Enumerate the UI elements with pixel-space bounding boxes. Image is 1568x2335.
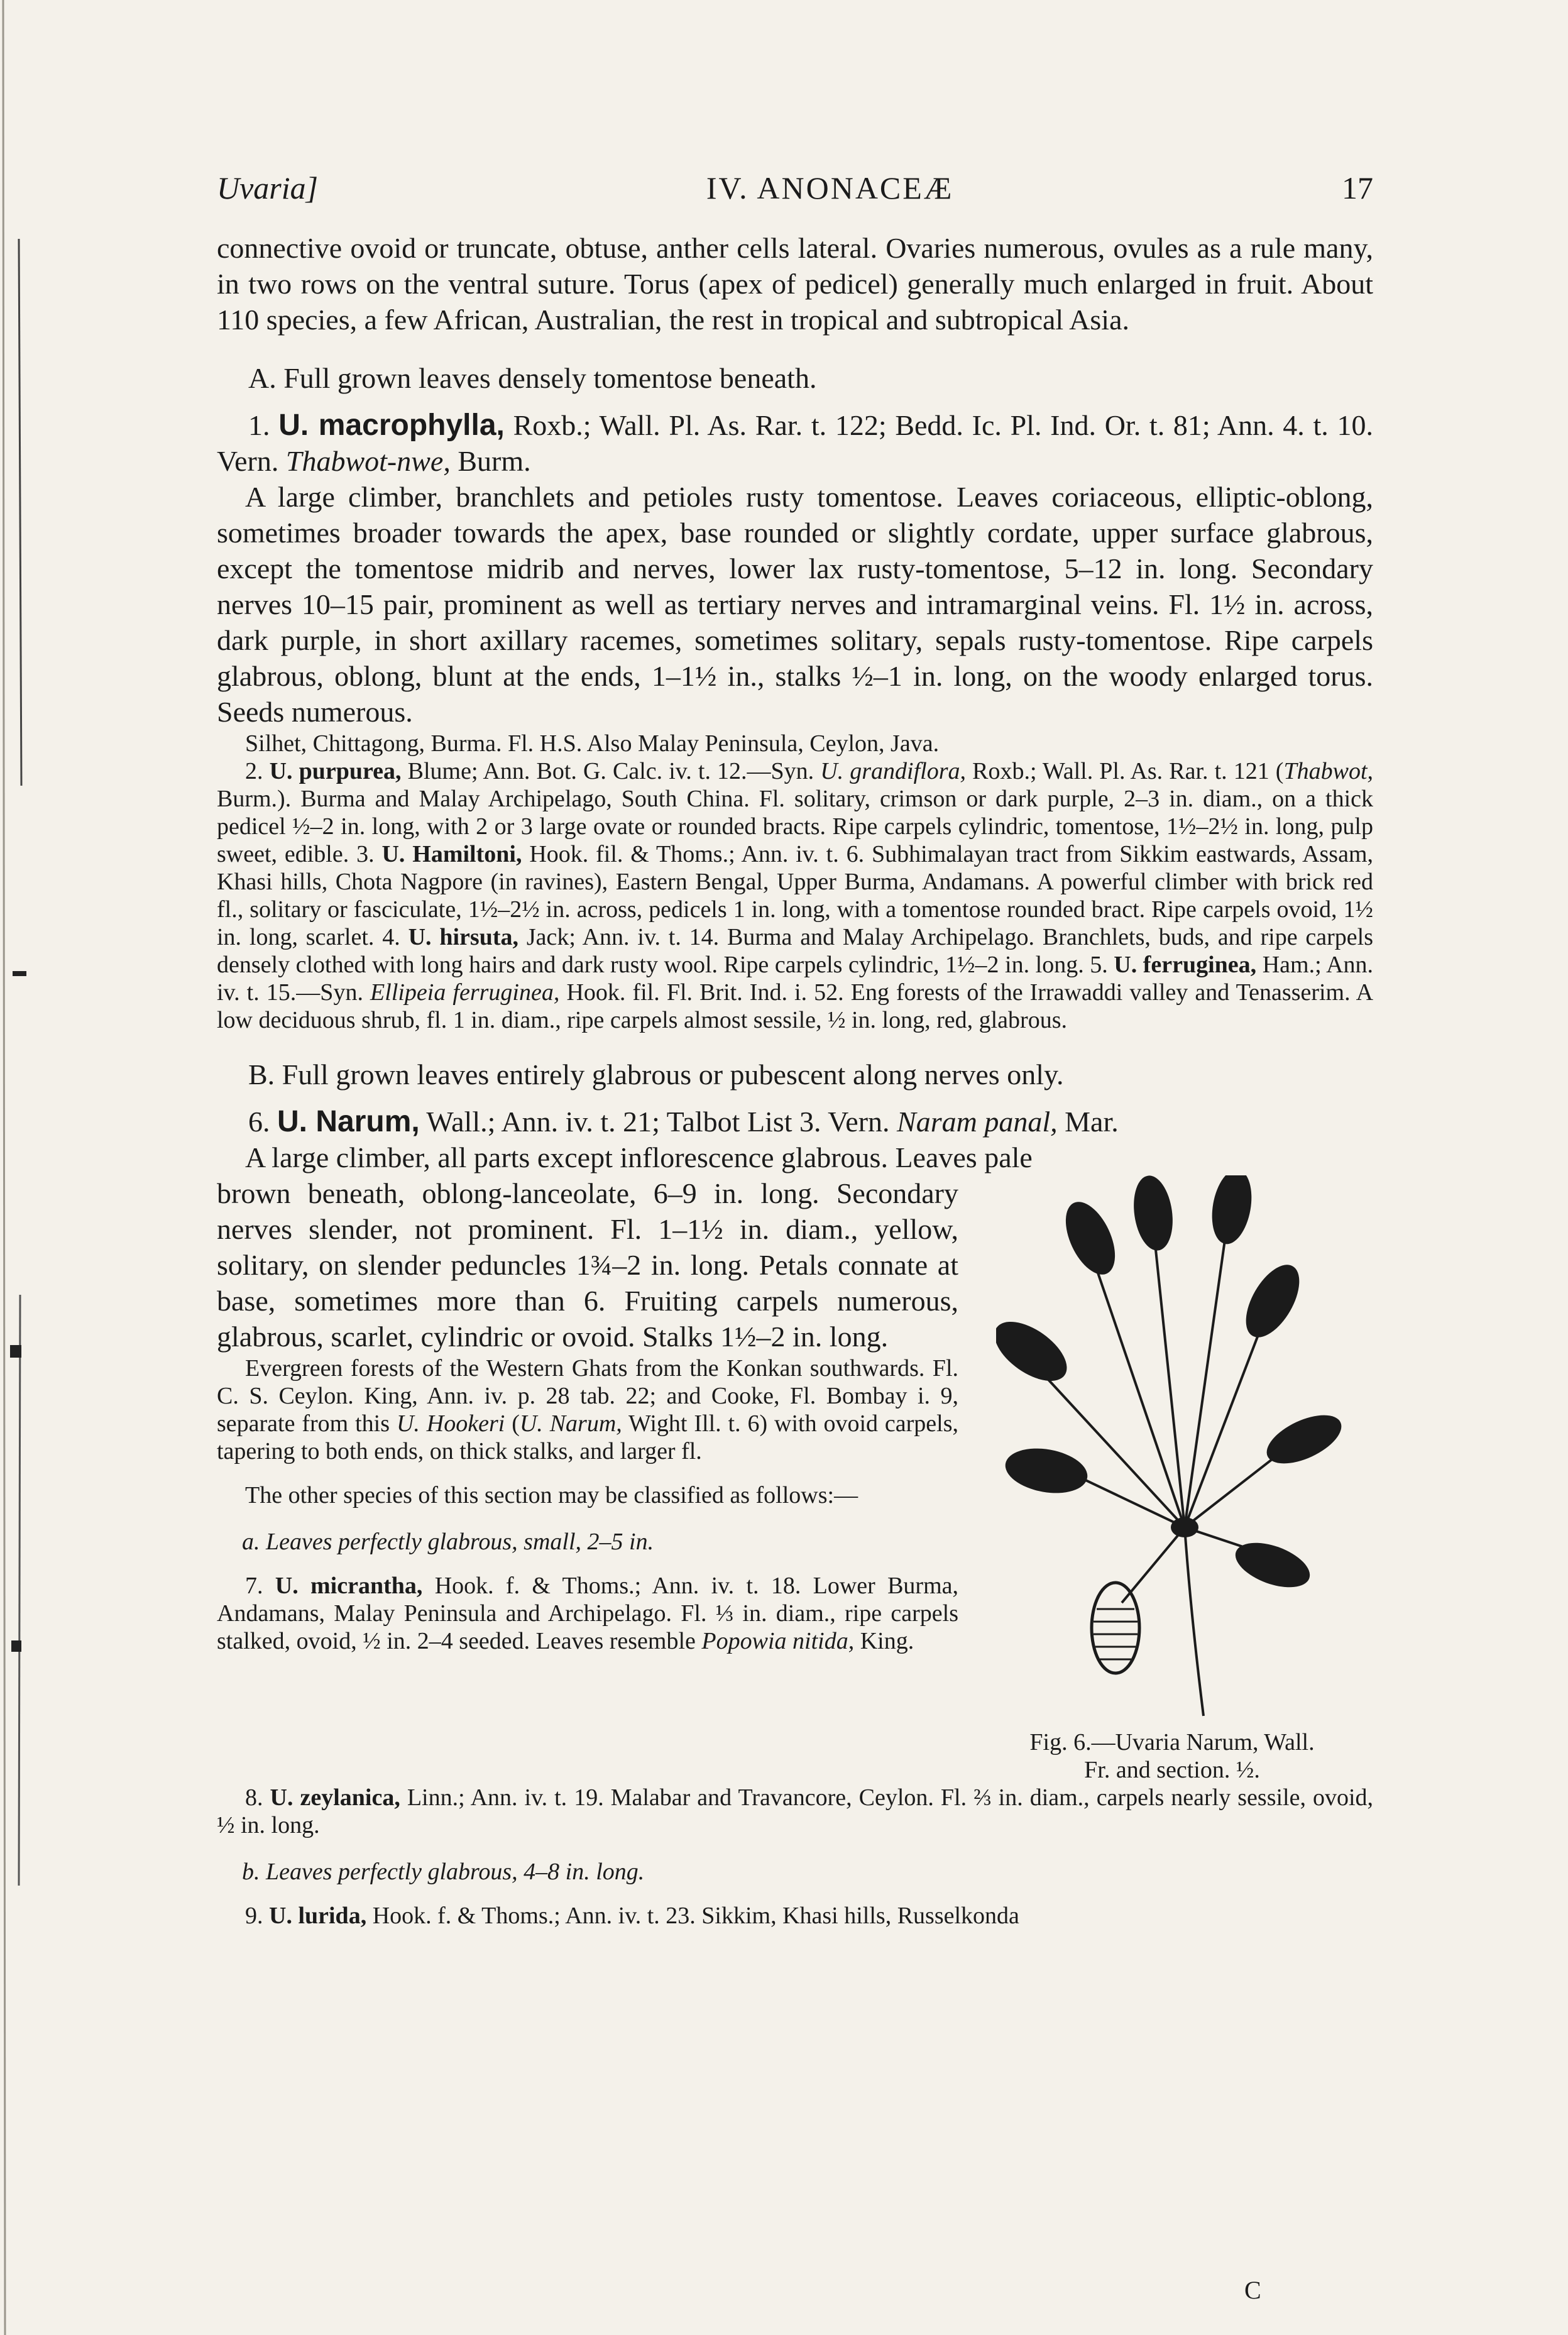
species-6-related-name: U. Hookeri: [396, 1410, 505, 1437]
species-6-vernacular: Naram panal,: [897, 1106, 1058, 1138]
species-4-number: 4.: [382, 924, 400, 950]
species-6-name: U. Narum,: [277, 1105, 420, 1138]
species-1-refs: Roxb.; Wall. Pl. As. Rar. t. 122; Bedd. Ic. Pl. Ind. Or. t. 81; Ann. 4. t. 10. Vern.: [217, 409, 1374, 477]
species-9-entry: [217, 1902, 1373, 1930]
species-2-refs-2: Roxb.; Wall. Pl. As. Rar. t. 121 (: [972, 758, 1284, 784]
species-2-synonym: U. grandiflora,: [820, 758, 967, 784]
species-2-description: Burm.). Burma and Malay Archipelago, South China. Fl. solitary, crimson or dark purple, 2–3 in. diam., on a thick pedicel ½–2 in. long, with 2 or 3 large ovate or rounded bracts. Ripe carpels cylindric, tomentose, 1½–2½ in. long, pulp sweet, edible.: [217, 786, 1373, 867]
section-a-heading: A. Full grown leaves densely tomentose beneath.: [248, 362, 817, 394]
page: [217, 170, 1373, 1930]
species-2-5-block: [217, 757, 1373, 1034]
species-1-vernacular-lang: Burm.: [458, 445, 531, 477]
species-1-name: U. macrophylla,: [278, 409, 505, 442]
species-5-description: Hook. fil. Fl. Brit. Ind. i. 52. Eng forests of the Irrawaddi valley and Tenasserim. A low deciduous shrub, fl. 1 in. diam., ripe carpels almost sessile, ½ in. long, red, glabrous.: [217, 979, 1374, 1033]
species-8-name: U. zeylanica,: [270, 1784, 400, 1811]
species-3-description: Hook. fil. & Thoms.; Ann. iv. t. 6. Subhimalayan tract from Sikkim eastwards, Assam, Khasi hills, Chota Nagpore (in ravines), Eastern Bengal, Upper Burma, Andamans. A powerful climber with brick red fl., solitary or fasciculate, 1½–2½ in. across, pedicels 1 in. long, with a tomentose rounded bract. Ripe carpels ovoid, 1½ in. long, scarlet.: [217, 841, 1374, 950]
species-7-number: 7.: [245, 1573, 263, 1599]
species-1-entry: [217, 407, 1373, 479]
running-header: [217, 170, 1373, 206]
species-8-number: 8.: [245, 1784, 263, 1811]
species-7-description: Hook. f. & Thoms.; Ann. iv. t. 18. Lower Burma, Andamans, Malay Peninsula and Archipelago. Fl. ⅓ in. diam., ripe carpels stalked, ovoid, ½ in. 2–4 seeded. Leaves resemble: [217, 1573, 959, 1654]
species-2-refs: Blume; Ann. Bot. G. Calc. iv. t. 12.—Syn.: [407, 758, 814, 784]
figure-caption-2: Fr. and section. ½.: [1084, 1757, 1260, 1783]
species-4-description: Jack; Ann. iv. t. 14. Burma and Malay Archipelago. Branchlets, buds, and ripe carpels densely clothed with long hairs and dark rusty wool. Ripe carpels cylindric, 1½–2 in. long.: [217, 924, 1374, 978]
species-9-name: U. lurida,: [269, 1903, 367, 1929]
species-7-author: King.: [860, 1628, 914, 1654]
species-2-vernacular: Thabwot,: [1283, 758, 1374, 784]
species-7-synonym: Popowia nitida,: [701, 1628, 855, 1654]
species-9-number: 9.: [245, 1903, 263, 1929]
species-1-vernacular: Thabwot-nwe,: [285, 445, 451, 477]
species-6-dist-text: Evergreen forests of the Western Ghats from the Konkan southwards. Fl. C. S. Ceylon. King, Ann. iv. p. 28 tab. 22; and Cooke, Fl. Bombay i. 9, separate from this: [217, 1355, 958, 1437]
species-2-number: 2.: [245, 758, 263, 784]
species-5-synonym: Ellipeia ferruginea,: [370, 979, 560, 1006]
species-8-entry: [217, 1784, 1373, 1839]
species-2-name: U. purpurea,: [269, 758, 402, 784]
subsection-a-heading: a. Leaves perfectly glabrous, small, 2–5 in.: [242, 1529, 654, 1555]
species-6-refs: Wall.; Ann. iv. t. 21; Talbot List 3. Vern.: [426, 1106, 890, 1138]
species-6-dist-text-2: Wight Ill. t. 6) with ovoid carpels, tapering to both ends, on thick stalks, and larger fl.: [217, 1410, 959, 1464]
figure-wrap: [217, 1175, 1373, 1784]
species-7-entry: [217, 1572, 958, 1655]
species-6-number: 6.: [248, 1106, 270, 1138]
species-5-name: U. ferruginea,: [1114, 952, 1257, 978]
header-genus: Uvaria]: [217, 170, 319, 206]
header-family: IV. ANONACEÆ: [706, 170, 954, 206]
species-6-description-first: A large climber, all parts except inflorescence glabrous. Leaves pale: [245, 1141, 1033, 1173]
species-6-distribution: [217, 1354, 958, 1465]
species-1-number: 1.: [248, 409, 270, 441]
species-5-number: 5.: [1090, 952, 1108, 978]
scan-margin-marks: [0, 0, 38, 2335]
species-6-related-synonym: U. Narum,: [519, 1410, 622, 1437]
species-6-vernacular-lang: Mar.: [1065, 1106, 1119, 1138]
figure-caption-1: Fig. 6.—Uvaria Narum, Wall.: [1029, 1729, 1315, 1755]
subsection-b-heading: b. Leaves perfectly glabrous, 4–8 in. long.: [242, 1859, 645, 1885]
species-6-description: brown beneath, oblong-lanceolate, 6–9 in. long. Secondary nerves slender, not prominent. Fl. 1–1½ in. diam., yellow, solitary, on slender peduncles 1¾–2 in. long. Petals connate at base, sometimes more than 6. Fruiting carpels numerous, glabrous, scarlet, cylindric or ovoid. Stalks 1½–2 in. long.: [217, 1177, 958, 1353]
figure-side-text: [217, 1175, 958, 1784]
section-b-heading: B. Full grown leaves entirely glabrous or pubescent along nerves only.: [248, 1058, 1064, 1091]
species-1-description: A large climber, branchlets and petioles rusty tomentose. Leaves coriaceous, elliptic-oblong, sometimes broader towards the apex, base rounded or slightly cordate, upper surface glabrous, except the tomentose midrib and nerves, lower lax rusty-tomentose, 5–12 in. long. Secondary nerves 10–15 pair, prominent as well as tertiary nerves and intramarginal veins. Fl. 1½ in. across, dark purple, in short axillary racemes, sometimes solitary, sepals rusty-tomentose. Ripe carpels glabrous, oblong, blunt at the ends, 1–1½ in., stalks ½–1 in. long, on the woody enlarged torus. Seeds numerous.: [217, 481, 1373, 728]
uvaria-narum-fruit-illustration: [996, 1175, 1348, 1728]
signature-mark: C: [1244, 2276, 1261, 2304]
species-7-name: U. micrantha,: [275, 1573, 423, 1599]
species-4-name: U. hirsuta,: [408, 924, 518, 950]
species-3-number: 3.: [356, 841, 375, 867]
species-8-description: Linn.; Ann. iv. t. 19. Malabar and Travancore, Ceylon. Fl. ⅔ in. diam., carpels nearly sessile, ovoid, ½ in. long.: [217, 1784, 1374, 1838]
other-species-note: The other species of this section may be classified as follows:—: [245, 1482, 858, 1508]
intro-paragraph: connective ovoid or truncate, obtuse, anther cells lateral. Ovaries numerous, ovules as a rule many, in two rows on the ventral suture. Torus (apex of pedicel) generally much enlarged in fruit. About 110 species, a few African, Australian, the rest in tropical and subtropical Asia.: [217, 232, 1373, 336]
species-6-dist-paren: (: [512, 1410, 520, 1437]
species-6-entry: [217, 1104, 1373, 1140]
species-5-refs: Ham.; Ann. iv. t. 15.—Syn.: [217, 952, 1374, 1006]
species-9-description: Hook. f. & Thoms.; Ann. iv. t. 23. Sikkim, Khasi hills, Russelkonda: [372, 1903, 1019, 1929]
species-3-name: U. Hamiltoni,: [381, 841, 522, 867]
figure-6: [971, 1175, 1373, 1784]
page-number: 17: [1342, 170, 1373, 206]
species-1-distribution: Silhet, Chittagong, Burma. Fl. H.S. Also Malay Peninsula, Ceylon, Java.: [245, 730, 940, 757]
